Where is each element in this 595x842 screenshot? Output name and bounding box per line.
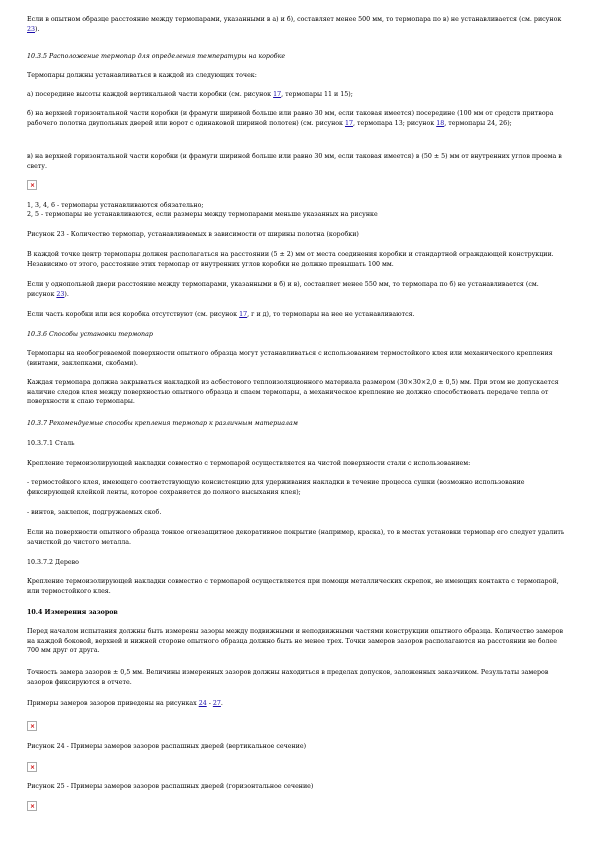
link-figure-27[interactable]: 27 [212, 700, 221, 707]
broken-image-icon: × [30, 764, 36, 771]
para-p13: Термопары на необогреваемой поверхности опытного образца могут устанавливаться с использованием термостойкого клея или механического крепления (винтами, заклепками, скобами). [27, 350, 553, 367]
broken-image-icon: × [30, 723, 36, 730]
para-p25: Точность замера зазоров ± 0,5 мм. Величины измеренных зазоров должны находиться в пределах допусков, заложенных заказчиком. Результаты замеров зазоров фиксируются в отчете. [27, 669, 549, 686]
figure-caption-25: Рисунок 25 - Примеры замеров зазоров распашных дверей (горизонтальное сечение) [27, 783, 314, 790]
link-figure-17[interactable]: 17 [345, 119, 354, 127]
link-figure-17[interactable]: 17 [273, 91, 282, 98]
para-p14: Каждая термопара должна закрываться накладкой из асбестового теплоизоляционного материала размером (30×30×2,0 ± 0,5) мм. При этом не допускается наличие следов клея между поверхностью опытного образца и спаем термопары, а механическое крепление не должно способствовать передаче тепла от поверхности к спаю термопары. [27, 379, 559, 406]
section-heading-10-4: 10.4 Измерения зазоров [27, 609, 118, 616]
section-heading-10-3-5: 10.3.5 Расположение термопар для определения температуры на коробке [27, 53, 286, 60]
para-p26: Примеры замеров зазоров приведены на рисунках 24 - 27. [27, 700, 223, 707]
para-p11: Если часть коробки или вся коробка отсутствуют (см. рисунок 17, г и д), то термопары на нее не устанавливаются. [27, 311, 415, 318]
section-heading-10-3-7-2: 10.3.7.2 Дерево [27, 559, 79, 566]
para-p17: Крепление термоизолирующей накладки совместно с термопарой осуществляется на чистой поверхности стали с использованием: [27, 460, 471, 467]
para-p1: Если в опытном образце расстояние между термопарами, указанными в а) и б), составляет менее 500 мм, то термопара по в) не устанавливается (см. рисунок 23). [27, 16, 562, 33]
broken-image-icon: × [30, 803, 36, 810]
section-heading-10-3-7-1: 10.3.7.1 Сталь [27, 440, 75, 447]
figure-caption-23: Рисунок 23 - Количество термопар, устанавливаемых в зависимости от ширины полотна (коробки) [27, 231, 359, 238]
para-p4: а) посередине высоты каждой вертикальной части коробки (см. рисунок 17, термопары 11 и 15); [27, 91, 353, 98]
para-p10: Если у однопольной двери расстояние между термопарами, указанными в б) и в), составляет менее 550 мм, то термопара по б) не устанавливается (см. рисунок 23). [27, 281, 539, 298]
para-p7b: 2, 5 - термопары не устанавливаются, если размеры между термопарами меньше указанных на рисунке [27, 211, 378, 218]
broken-image-icon [27, 180, 37, 190]
broken-image-icon: × [30, 182, 36, 189]
broken-image-icon [27, 721, 37, 731]
section-heading-10-3-6: 10.3.6 Способы установки термопар [27, 331, 153, 338]
para-p20: Если на поверхности опытного образца тонкое огнезащитное декоративное покрытие (например, краска), то в местах установки термопар его следует удалить зачисткой до чистого металла. [27, 529, 565, 546]
para-p24: Перед началом испытания должны быть измерены зазоры между подвижными и неподвижными частями конструкции опытного образца. Количество замеров на каждой боковой, верхней и нижней стороне опытного образца должно быть не менее трех. Точки замеров зазоров располагаются на расстоянии не более 700 мм друг от друга. [27, 628, 564, 655]
link-figure-17[interactable]: 17 [239, 311, 248, 318]
link-figure-23[interactable]: 23 [56, 290, 65, 298]
section-heading-10-3-7: 10.3.7 Рекомендуемые способы крепления термопар к различным материалам [27, 420, 298, 427]
para-p7a: 1, 3, 4, 6 - термопары устанавливаются обязательно; [27, 202, 204, 209]
para-p3: Термопары должны устанавливаться в каждой из следующих точек: [27, 72, 257, 79]
para-p22: Крепление термоизолирующей накладки совместно с термопарой осуществляется при помощи металлических скрепок, не имеющих контакта с термопарой, или термостойкого клея. [27, 578, 559, 595]
para-p9: В каждой точке центр термопары должен располагаться на расстоянии (5 ± 2) мм от места соединения коробки и стандартной ограждающей конструкции. Независимо от этого, расстояние этих термопар от внутренних углов коробки не должно превышать 100 мм. [27, 251, 554, 268]
para-p5: б) на верхней горизонтальной части коробки (и фрамуги шириной больше или равно 30 мм, если таковая имеется) посередине (100 мм от средств притвора рабочего полотна двупольных дверей или ворот с одинаковой шириной полотен) (см. рисунок 17, термопара 13; рисунок 18, термопары 24, 26); [27, 110, 554, 127]
figure-caption-24: Рисунок 24 - Примеры замеров зазоров распашных дверей (вертикальное сечение) [27, 743, 307, 750]
broken-image-icon [27, 801, 37, 811]
para-p19: - винтов, заклепок, подгружаемых скоб. [27, 509, 162, 516]
para-p18: - термостойкого клея, имеющего соответствующую консистенцию для удерживания накладки в течение процесса сушки (возможно использование фиксирующей клейкой ленты, которое сохраняется до полного высыхания клея); [27, 479, 525, 496]
para-p6: в) на верхней горизонтальной части коробки (и фрамуги шириной больше или равно 30 мм, если таковая имеется) в (50 ± 5) мм от внутренних углов проема в свету. [27, 153, 562, 170]
link-figure-24[interactable]: 24 [198, 700, 207, 707]
link-figure-23[interactable]: 23 [27, 25, 36, 33]
broken-image-icon [27, 762, 37, 772]
link-figure-18[interactable]: 18 [436, 119, 445, 127]
